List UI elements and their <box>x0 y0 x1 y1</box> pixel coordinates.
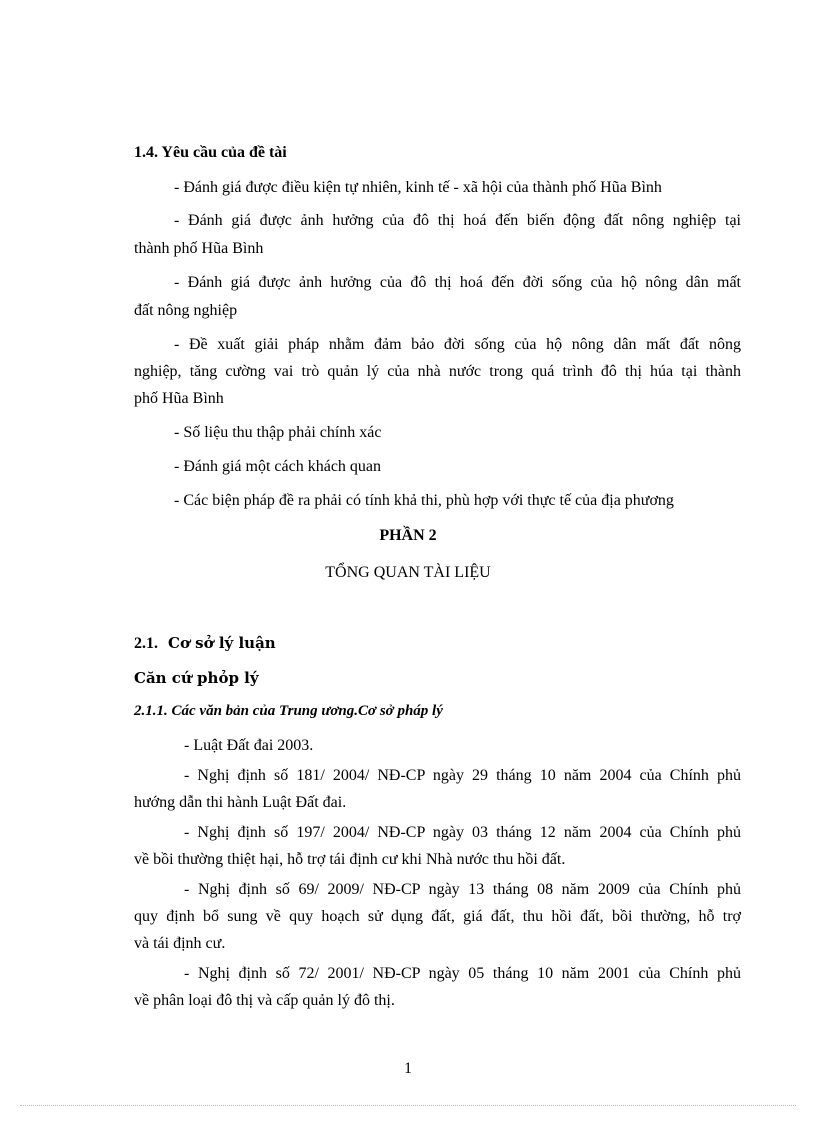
part-subtitle: TỔNG QUAN TÀI LIỆU <box>325 564 491 581</box>
page-number: 1 <box>404 1060 412 1077</box>
requirement-item-cont: đất nông nghiệp <box>134 302 238 319</box>
requirement-item-cont: nghiệp, tăng cường vai trò quản lý của nhà nước trong quá trình đô thị húa tại thành <box>134 363 741 380</box>
legal-item: - Luật Đất đai 2003. <box>184 737 314 754</box>
legal-basis-subheading: Căn cứ phỏp lý <box>134 669 259 687</box>
legal-item-cont: quy định bổ sung về quy hoạch sử dụng đất, giá đất, thu hồi đất, bồi thường, hỗ trợ <box>134 908 741 925</box>
requirement-item: - Đề xuất giải pháp nhằm đảm bảo đời sống của hộ nông dân mất đất nông <box>174 336 741 353</box>
legal-item: - Nghị định số 197/ 2004/ NĐ-CP ngày 03 tháng 12 năm 2004 của Chính phủ <box>184 824 741 841</box>
part-title: PHẦN 2 <box>379 527 437 544</box>
requirement-item: - Các biện pháp đề ra phải có tính khả thi, phù hợp với thực tế của địa phương <box>174 492 674 509</box>
section-2-1-heading <box>134 633 276 654</box>
requirement-item: - Đánh giá được ảnh hưởng của đô thị hoá đến đời sống của hộ nông dân mất <box>174 274 741 291</box>
requirement-item: - Đánh giá được ảnh hưởng của đô thị hoá đến biến động đất nông nghiệp tại <box>174 212 741 229</box>
legal-item-cont: về phân loại đô thị và cấp quản lý đô thị. <box>134 992 395 1009</box>
requirement-item-cont: phố Hũa Bình <box>134 390 224 407</box>
legal-item: - Nghị định số 72/ 2001/ NĐ-CP ngày 05 tháng 10 năm 2001 của Chính phủ <box>184 965 741 982</box>
legal-item-cont: về bồi thường thiệt hại, hỗ trợ tái định cư khi Nhà nước thu hồi đất. <box>134 851 566 868</box>
legal-item: - Nghị định số 181/ 2004/ NĐ-CP ngày 29 tháng 10 năm 2004 của Chính phủ <box>184 767 741 784</box>
section-2-1-number: 2.1. <box>134 635 158 652</box>
section-2-1-title: Cơ sở lý luận <box>168 634 276 652</box>
requirement-item-cont: thành phố Hũa Bình <box>134 240 264 257</box>
legal-item-cont: và tái định cư. <box>134 935 226 952</box>
legal-item: - Nghị định số 69/ 2009/ NĐ-CP ngày 13 tháng 08 năm 2009 của Chính phủ <box>184 881 741 898</box>
page-bottom-divider <box>20 1105 796 1106</box>
requirement-item: - Đánh giá một cách khách quan <box>174 458 382 475</box>
requirement-item: - Đánh giá được điều kiện tự nhiên, kinh tế - xã hội của thành phố Hũa Bình <box>174 179 662 196</box>
subsection-2-1-1-heading: 2.1.1. Các văn bản của Trung ương.Cơ sở pháp lý <box>134 703 443 719</box>
section-1-4-heading: 1.4. Yêu cầu của đề tài <box>134 144 287 161</box>
requirement-item: - Số liệu thu thập phải chính xác <box>174 424 382 441</box>
legal-item-cont: hướng dẫn thi hành Luật Đất đai. <box>134 794 347 811</box>
